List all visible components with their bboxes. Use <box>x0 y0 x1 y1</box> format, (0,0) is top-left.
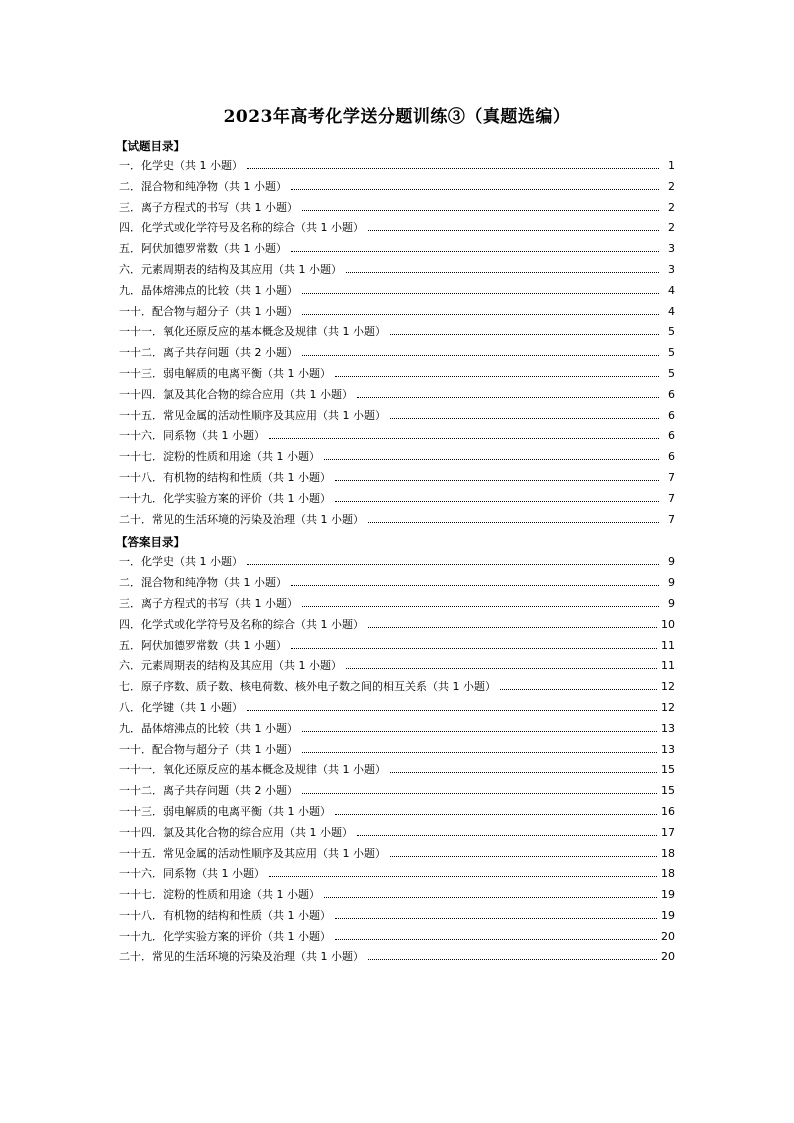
toc-entry-page-number: 5 <box>668 325 675 339</box>
toc-entry-page-number: 19 <box>661 888 675 902</box>
toc-dot-leader <box>335 480 659 481</box>
toc-entry-page-number: 18 <box>661 867 675 881</box>
toc-entry[interactable] <box>119 218 675 239</box>
toc-entry[interactable] <box>119 594 675 615</box>
toc-entry-label: 一十六．同系物（共 1 小题） <box>119 429 265 443</box>
toc-dot-leader <box>500 689 657 690</box>
toc-entry[interactable] <box>119 906 675 927</box>
toc-dot-leader <box>302 314 659 315</box>
toc-dot-leader <box>324 897 657 898</box>
toc-entry-label: 一．化学史（共 1 小题） <box>119 555 243 569</box>
toc-entry-label: 一十八．有机物的结构和性质（共 1 小题） <box>119 908 331 922</box>
toc-dot-leader <box>346 668 657 669</box>
toc-entry-label: 二十．常见的生活环境的污染及治理（共 1 小题） <box>119 512 364 526</box>
toc-entry[interactable] <box>119 719 675 740</box>
toc-entry[interactable] <box>119 781 675 802</box>
toc-entry[interactable] <box>119 864 675 885</box>
toc-entry-page-number: 12 <box>661 680 675 694</box>
toc-entry-page-number: 13 <box>661 721 675 735</box>
toc-entry-label: 二．混合物和纯净物（共 1 小题） <box>119 179 287 193</box>
document-page <box>116 104 675 968</box>
toc-entry-label: 一十七．淀粉的性质和用途（共 1 小题） <box>119 888 320 902</box>
toc-entry-label: 三．离子方程式的书写（共 1 小题） <box>119 200 298 214</box>
toc-entry-label: 一十九．化学实验方案的评价（共 1 小题） <box>119 929 331 943</box>
toc-entry-label: 一十四．氯及其化合物的综合应用（共 1 小题） <box>119 825 353 839</box>
toc-dot-leader <box>368 522 659 523</box>
toc-entry[interactable] <box>119 302 675 323</box>
toc-entry-label: 一十二．离子共存问题（共 2 小题） <box>119 784 298 798</box>
toc-entry-page-number: 15 <box>661 763 675 777</box>
toc-dot-leader <box>390 334 659 335</box>
toc-dot-leader <box>247 710 657 711</box>
toc-entry[interactable] <box>119 426 675 447</box>
toc-dot-leader <box>291 585 659 586</box>
toc-entry-page-number: 11 <box>661 659 675 673</box>
toc-dot-leader <box>390 772 657 773</box>
toc-entry-label: 一十五．常见金属的活动性顺序及其应用（共 1 小题） <box>119 408 386 422</box>
toc-entry-label: 三．离子方程式的书写（共 1 小题） <box>119 596 298 610</box>
toc-entry[interactable] <box>119 885 675 906</box>
toc-dot-leader <box>357 835 657 836</box>
toc-dot-leader <box>368 627 657 628</box>
answers-toc-list <box>119 552 675 968</box>
toc-entry-label: 六．元素周期表的结构及其应用（共 1 小题） <box>119 659 342 673</box>
toc-dot-leader <box>346 272 659 273</box>
toc-entry-label: 一十五．常见金属的活动性顺序及其应用（共 1 小题） <box>119 846 386 860</box>
toc-dot-leader <box>302 606 659 607</box>
toc-dot-leader <box>324 459 659 460</box>
toc-entry-label: 一十九．化学实验方案的评价（共 1 小题） <box>119 491 331 505</box>
toc-entry-page-number: 7 <box>668 512 675 526</box>
toc-entry[interactable] <box>119 823 675 844</box>
toc-entry[interactable] <box>119 552 675 573</box>
toc-entry[interactable] <box>119 677 675 698</box>
toc-entry-page-number: 20 <box>661 950 675 964</box>
toc-entry-label: 四．化学式或化学符号及名称的综合（共 1 小题） <box>119 221 364 235</box>
questions-toc-heading: 【试题目录】 <box>116 139 185 153</box>
toc-entry-label: 一十八．有机物的结构和性质（共 1 小题） <box>119 470 331 484</box>
toc-entry-page-number: 2 <box>668 221 675 235</box>
toc-entry[interactable] <box>119 385 675 406</box>
toc-entry-page-number: 7 <box>668 491 675 505</box>
toc-dot-leader <box>302 355 659 356</box>
toc-entry[interactable] <box>119 281 675 302</box>
toc-entry[interactable] <box>119 760 675 781</box>
toc-entry-page-number: 5 <box>668 346 675 360</box>
toc-dot-leader <box>302 210 659 211</box>
toc-entry-page-number: 9 <box>668 596 675 610</box>
toc-dot-leader <box>302 293 659 294</box>
toc-dot-leader <box>291 251 659 252</box>
toc-entry[interactable] <box>119 239 675 260</box>
toc-dot-leader <box>247 168 659 169</box>
toc-entry-page-number: 9 <box>668 576 675 590</box>
toc-entry-page-number: 15 <box>661 784 675 798</box>
toc-entry[interactable] <box>119 364 675 385</box>
toc-entry[interactable] <box>119 447 675 468</box>
toc-dot-leader <box>335 814 657 815</box>
toc-entry-page-number: 16 <box>661 804 675 818</box>
toc-entry[interactable] <box>119 947 675 968</box>
toc-entry-page-number: 1 <box>668 159 675 172</box>
toc-entry-label: 一十．配合物与超分子（共 1 小题） <box>119 742 298 756</box>
toc-dot-leader <box>302 752 657 753</box>
toc-dot-leader <box>269 876 657 877</box>
toc-entry-page-number: 18 <box>661 846 675 860</box>
toc-entry-label: 五．阿伏加德罗常数（共 1 小题） <box>119 638 287 652</box>
toc-entry-label: 一十六．同系物（共 1 小题） <box>119 867 265 881</box>
toc-entry-label: 五．阿伏加德罗常数（共 1 小题） <box>119 242 287 256</box>
toc-entry-label: 一十一．氧化还原反应的基本概念及规律（共 1 小题） <box>119 325 386 339</box>
toc-entry[interactable] <box>119 802 675 823</box>
toc-dot-leader <box>335 501 659 502</box>
toc-entry-page-number: 6 <box>668 450 675 464</box>
toc-entry-label: 一十．配合物与超分子（共 1 小题） <box>119 304 298 318</box>
toc-entry[interactable] <box>119 489 675 510</box>
toc-entry[interactable] <box>119 636 675 657</box>
toc-dot-leader <box>335 376 659 377</box>
toc-entry-label: 一．化学史（共 1 小题） <box>119 159 243 172</box>
toc-entry[interactable] <box>119 260 675 281</box>
toc-entry-label: 一十三．弱电解质的电离平衡（共 1 小题） <box>119 804 331 818</box>
toc-entry-page-number: 4 <box>668 304 675 318</box>
toc-entry-page-number: 7 <box>668 470 675 484</box>
toc-entry-page-number: 9 <box>668 555 675 569</box>
toc-entry-page-number: 4 <box>668 283 675 297</box>
toc-entry-label: 一十四．氯及其化合物的综合应用（共 1 小题） <box>119 387 353 401</box>
toc-dot-leader <box>335 939 657 940</box>
toc-entry[interactable] <box>119 468 675 489</box>
toc-entry[interactable] <box>119 343 675 364</box>
toc-entry[interactable] <box>119 406 675 427</box>
toc-dot-leader <box>390 856 657 857</box>
toc-entry-label: 四．化学式或化学符号及名称的综合（共 1 小题） <box>119 617 364 631</box>
toc-entry-label: 七．原子序数、质子数、核电荷数、核外电子数之间的相互关系（共 1 小题） <box>119 680 496 694</box>
toc-dot-leader <box>269 438 659 439</box>
toc-entry[interactable] <box>119 698 675 719</box>
toc-entry[interactable] <box>119 510 675 531</box>
toc-entry-page-number: 12 <box>661 700 675 714</box>
toc-entry[interactable] <box>119 927 675 948</box>
toc-entry[interactable] <box>119 198 675 219</box>
toc-dot-leader <box>247 564 659 565</box>
toc-dot-leader <box>302 731 657 732</box>
toc-entry-page-number: 2 <box>668 200 675 214</box>
toc-entry-label: 九．晶体熔沸点的比较（共 1 小题） <box>119 721 298 735</box>
toc-entry-page-number: 2 <box>668 179 675 193</box>
toc-entry-label: 一十二．离子共存问题（共 2 小题） <box>119 346 298 360</box>
toc-dot-leader <box>302 793 657 794</box>
toc-entry-label: 二．混合物和纯净物（共 1 小题） <box>119 576 287 590</box>
toc-dot-leader <box>335 918 657 919</box>
toc-entry-label: 九．晶体熔沸点的比较（共 1 小题） <box>119 283 298 297</box>
toc-entry-page-number: 6 <box>668 408 675 422</box>
toc-dot-leader <box>357 397 659 398</box>
document-title: 2023年高考化学送分题训练③（真题选编） <box>223 107 571 127</box>
toc-entry[interactable] <box>119 615 675 636</box>
toc-entry-page-number: 19 <box>661 908 675 922</box>
toc-dot-leader <box>291 189 659 190</box>
toc-entry-label: 一十七．淀粉的性质和用途（共 1 小题） <box>119 450 320 464</box>
toc-entry[interactable] <box>119 656 675 677</box>
toc-entry-page-number: 5 <box>668 366 675 380</box>
toc-entry-label: 二十．常见的生活环境的污染及治理（共 1 小题） <box>119 950 364 964</box>
toc-entry-page-number: 11 <box>661 638 675 652</box>
questions-toc-list <box>119 156 675 530</box>
toc-entry[interactable] <box>119 322 675 343</box>
toc-dot-leader <box>368 959 657 960</box>
toc-entry-page-number: 3 <box>668 262 675 276</box>
toc-entry-page-number: 3 <box>668 242 675 256</box>
toc-entry-label: 八．化学键（共 1 小题） <box>119 700 243 714</box>
toc-entry-label: 六．元素周期表的结构及其应用（共 1 小题） <box>119 262 342 276</box>
toc-entry-label: 一十三．弱电解质的电离平衡（共 1 小题） <box>119 366 331 380</box>
toc-entry-page-number: 6 <box>668 387 675 401</box>
answers-toc-heading: 【答案目录】 <box>116 535 185 550</box>
toc-entry-page-number: 13 <box>661 742 675 756</box>
toc-dot-leader <box>368 230 659 231</box>
toc-entry[interactable] <box>119 844 675 865</box>
toc-entry-page-number: 10 <box>661 617 675 631</box>
toc-entry-page-number: 6 <box>668 429 675 443</box>
toc-entry[interactable] <box>119 177 675 198</box>
toc-entry[interactable] <box>119 573 675 594</box>
toc-entry-page-number: 17 <box>661 825 675 839</box>
toc-dot-leader <box>291 648 657 649</box>
toc-entry[interactable] <box>119 156 675 177</box>
toc-entry[interactable] <box>119 740 675 761</box>
toc-dot-leader <box>390 418 659 419</box>
toc-entry-page-number: 20 <box>661 929 675 943</box>
toc-entry-label: 一十一．氧化还原反应的基本概念及规律（共 1 小题） <box>119 763 386 777</box>
